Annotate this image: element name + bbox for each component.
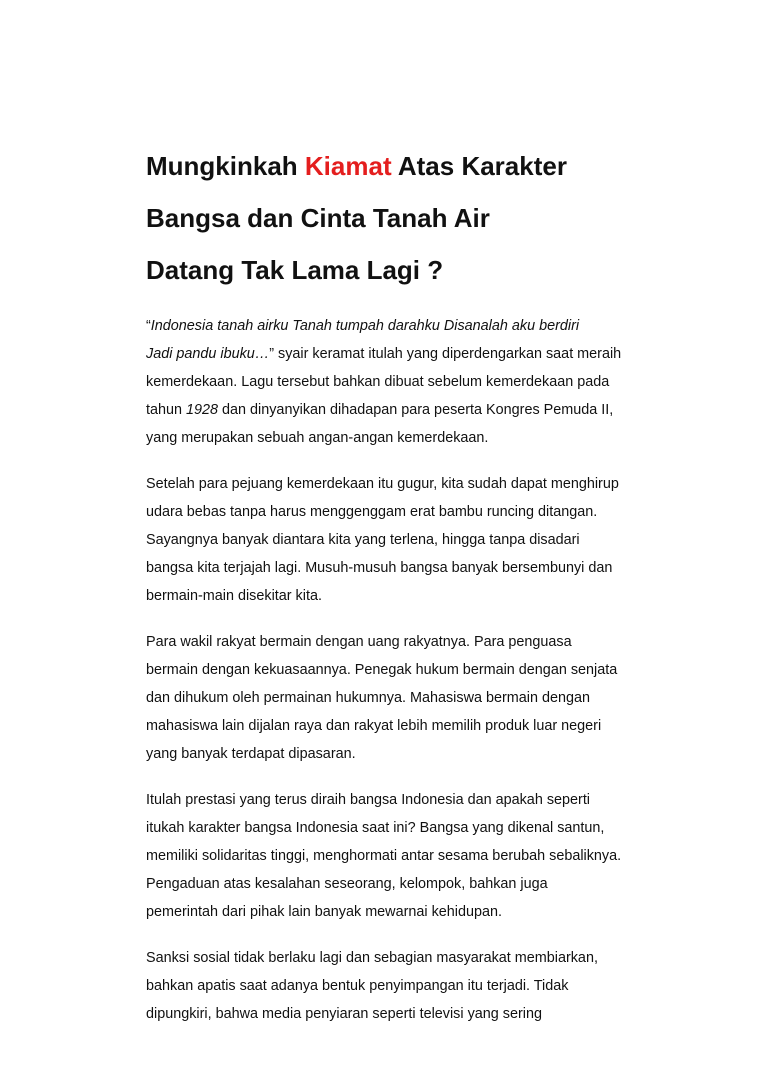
text-run: ” syair keramat itulah yang diperdengarkan saat meraih: [269, 346, 622, 362]
text-line: Para wakil rakyat bermain dengan uang rakyatnya. Para penguasa: [146, 634, 572, 650]
title-line-2: Bangsa dan Cinta Tanah Air: [146, 203, 490, 233]
text-line: itukah karakter bangsa Indonesia saat ini? Bangsa yang dikenal santun,: [146, 820, 605, 836]
text-line: memiliki solidaritas tinggi, menghormati antar sesama berubah sebaliknya.: [146, 848, 622, 864]
text-line: udara bebas tanpa harus menggenggam erat bambu runcing ditangan.: [146, 504, 598, 520]
text-line: [146, 396, 666, 424]
song-lyric: Indonesia tanah airku Tanah tumpah darahku Disanalah aku berdiri: [150, 318, 580, 334]
text-line: bermain dengan kekuasaannya. Penegak hukum bermain dengan senjata: [146, 662, 618, 678]
text-line: bangsa kita terjajah lagi. Musuh-musuh bangsa banyak bersembunyi dan: [146, 560, 613, 576]
text-line: [146, 312, 666, 340]
paragraph-3: [146, 628, 666, 768]
text-line: Pengaduan atas kesalahan seseorang, kelompok, bahkan juga: [146, 876, 548, 892]
title-text: Mungkinkah: [146, 151, 305, 181]
paragraph-4: [146, 786, 666, 926]
paragraph-2: [146, 470, 666, 610]
text-line: mahasiswa lain dijalan raya dan rakyat lebih memilih produk luar negeri: [146, 718, 602, 734]
text-line: yang banyak terdapat dipasaran.: [146, 746, 356, 762]
year-text: 1928: [186, 402, 219, 418]
text-line: Itulah prestasi yang terus diraih bangsa Indonesia dan apakah seperti: [146, 792, 591, 808]
text-line: [146, 340, 666, 368]
title-line-1: [146, 140, 666, 192]
text-line: dan dihukum oleh permainan hukumnya. Mahasiswa bermain dengan: [146, 690, 590, 706]
text-line: bahkan apatis saat adanya bentuk penyimpangan itu terjadi. Tidak: [146, 978, 569, 994]
text-line: kemerdekaan. Lagu tersebut bahkan dibuat sebelum kemerdekaan pada: [146, 374, 610, 390]
text-run: tahun: [146, 402, 187, 418]
title-line-3: Datang Tak Lama Lagi ?: [146, 255, 444, 285]
article-title: [146, 140, 666, 296]
song-lyric: Jadi pandu ibuku…: [146, 346, 270, 362]
paragraph-5: [146, 944, 666, 1028]
article-body: [146, 312, 666, 1046]
text-line: pemerintah dari pihak lain banyak mewarnai kehidupan.: [146, 904, 502, 920]
text-line: dipungkiri, bahwa media penyiaran seperti televisi yang sering: [146, 1006, 542, 1022]
title-text: Atas Karakter: [391, 151, 567, 181]
open-quote: “: [146, 318, 151, 334]
text-line: Sanksi sosial tidak berlaku lagi dan sebagian masyarakat membiarkan,: [146, 950, 598, 966]
paragraph-1: [146, 312, 666, 452]
title-accent-word: Kiamat: [304, 151, 392, 181]
text-line: yang merupakan sebuah angan-angan kemerdekaan.: [146, 430, 489, 446]
text-line: Sayangnya banyak diantara kita yang terlena, hingga tanpa disadari: [146, 532, 580, 548]
text-line: Setelah para pejuang kemerdekaan itu gugur, kita sudah dapat menghirup: [146, 476, 619, 492]
text-line: bermain-main disekitar kita.: [146, 588, 322, 604]
text-run: dan dinyanyikan dihadapan para peserta Kongres Pemuda II,: [218, 402, 614, 418]
